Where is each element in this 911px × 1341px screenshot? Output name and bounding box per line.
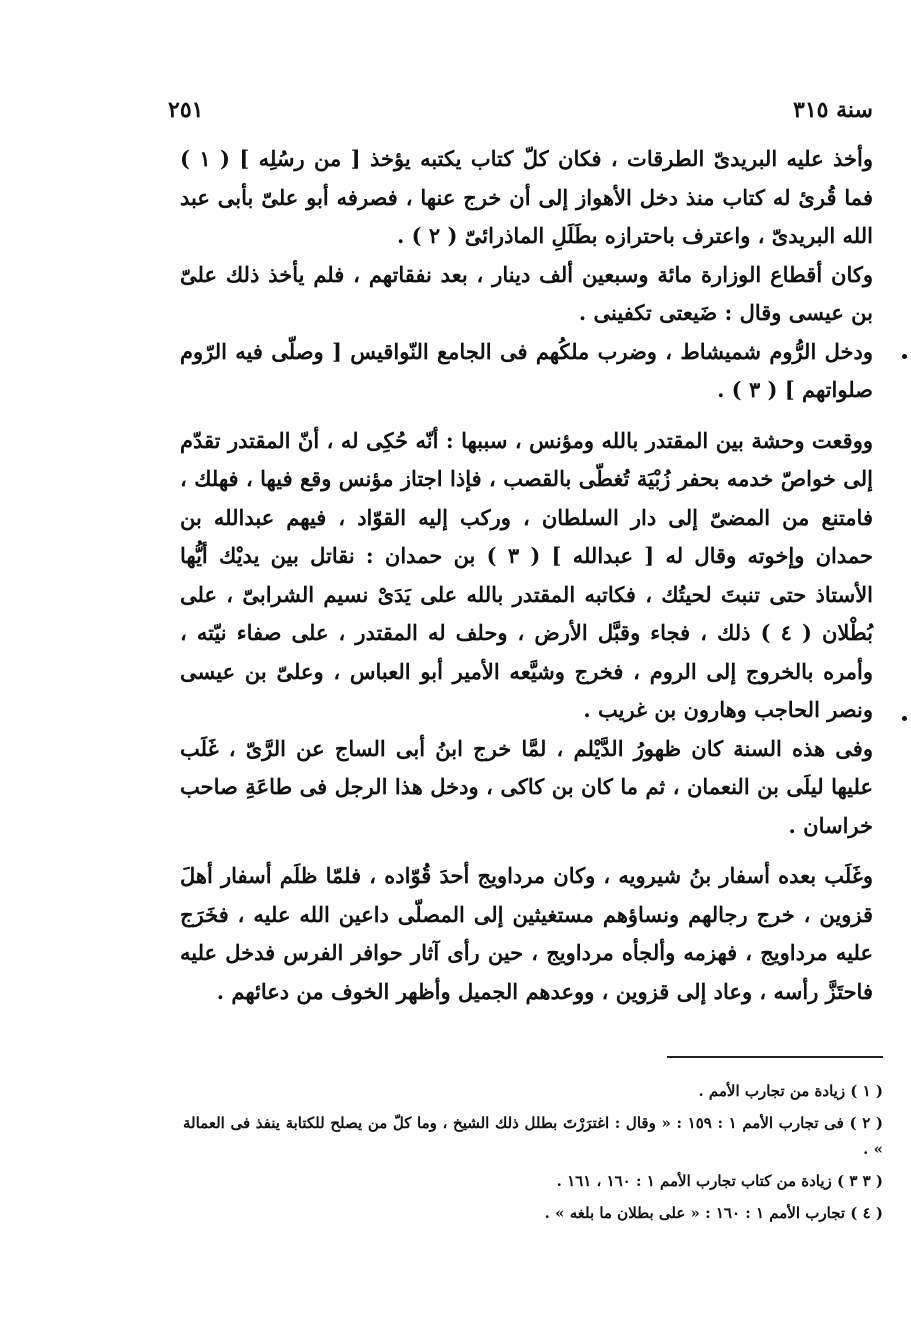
footnotes bbox=[183, 1078, 883, 1232]
paragraph-3: ودخل الرُّوم شميشاط ، وضرب ملكُهم فى الجامع النّواقيس [ وصلّى فيه الرّوم صلواتهم ] ( ٣ ) . bbox=[180, 338, 873, 402]
page-number: ٢٥١ bbox=[168, 97, 204, 123]
footnote-3: ( ٣ ٣ ) زيادة من كتاب تجارب الأمم ١ : ١٦٠ ، ١٦١ . bbox=[556, 1172, 883, 1190]
margin-mark bbox=[902, 354, 907, 359]
paragraph-4: ووقعت وحشة بين المقتدر بالله ومؤنس ، سببها : أنّه حُكِى له ، أنّ المقتدر تقدّم إلى خواصّ خدمه بحفر زُبْيَة تُغطّى بالقصب ، فإذا اجتاز مؤنس وقع فيها ، فهلك ، فامتنع من المضىّ إلى دار السلطان ، وركب إليه القوّاد ، فيهم عبدالله بن حمدان وإخوته وقال له [ عبدالله ] ( ٣ ) بن حمدان : نقاتل بين يديْك أيُّها الأستاذ حتى تنبتَ لحيتُك ، فكاتبه المقتدر بالله على يَدَىْ نسيم الشرابىّ ، على بُطْلان ( ٤ ) ذلك ، فجاء وقبَّل الأرض ، وحلف له المقتدر ، على صفاء نيّته ، وأمره بالخروج إلى الروم ، فخرج وشيَّعه الأمير أبو العباس ، وعلىّ بن عيسى ونصر الحاجب وهارون بن غريب . bbox=[180, 427, 874, 722]
paragraph-1: وأخذ عليه البريدىّ الطرقات ، فكان كلّ كتاب يكتبه يؤخذ [ من رسُلِه ] ( ١ ) فما قُرئ له كتاب منذ دخل الأهواز إلى أن خرج عنها ، فصرفه أبو علىّ بأبى عبد الله البريدىّ ، واعترف باحترازه بطَلَلِ الماذرائىّ ( ٢ ) . bbox=[180, 146, 874, 248]
footnote-divider bbox=[667, 1056, 883, 1058]
running-head-year: سنة ٣١٥ bbox=[793, 97, 873, 123]
footnote-1: ( ١ ) زيادة من تجارب الأمم . bbox=[698, 1082, 883, 1100]
footnote-2: ( ٢ ) فى تجارب الأمم ١ : ١٥٩ : « وقال : اغترَرْتَ بطلل ذلك الشيخ ، وما كلّ من يصلح للكتابة ينفذ فى العمالة » . bbox=[183, 1114, 883, 1158]
footnote-4: ( ٤ ) تجارب الأمم ١ : ١٦٠ : « على بطلان ما بلغه » . bbox=[544, 1204, 883, 1222]
paragraph-2: وكان أقطاع الوزارة مائة وسبعين ألف دينار ، بعد نفقاتهم ، فلم يأخذ ذلك علىّ بن عيسى وقال : ضَيعتى تكفينى . bbox=[180, 261, 873, 325]
paragraph-5: وفى هذه السنة كان ظهورُ الدَّيْلم ، لمَّا خرج ابنُ أبى الساج عن الرَّىّ ، غَلَب عليها ليلَى بن النعمان ، ثم ما كان بن كاكى ، ودخل هذا الرجل فى طاعَةِ صاحب خراسان . bbox=[180, 735, 873, 838]
margin-mark bbox=[902, 716, 907, 721]
paragraph-6: وغَلَب بعده أسفار بنُ شيرويه ، وكان مرداويج أحدَ قُوّاده ، فلمّا ظلَم أسفار أهلَ قزوين ، خرج رجالهم ونساؤهم مستغيثين إلى المصلّى داعين الله عليه ، فخَرَج عليه مرداويج ، فهزمه وألجأه مرداويج ، حين رأى آثار حوافر الفرس فدخل عليه فاحتَزَّ رأسه ، وعاد إلى قزوين ، ووعدهم الجميل وأظهر الخوف من دعائهم . bbox=[180, 863, 873, 1004]
page-header bbox=[168, 92, 873, 128]
main-text bbox=[180, 140, 873, 1011]
